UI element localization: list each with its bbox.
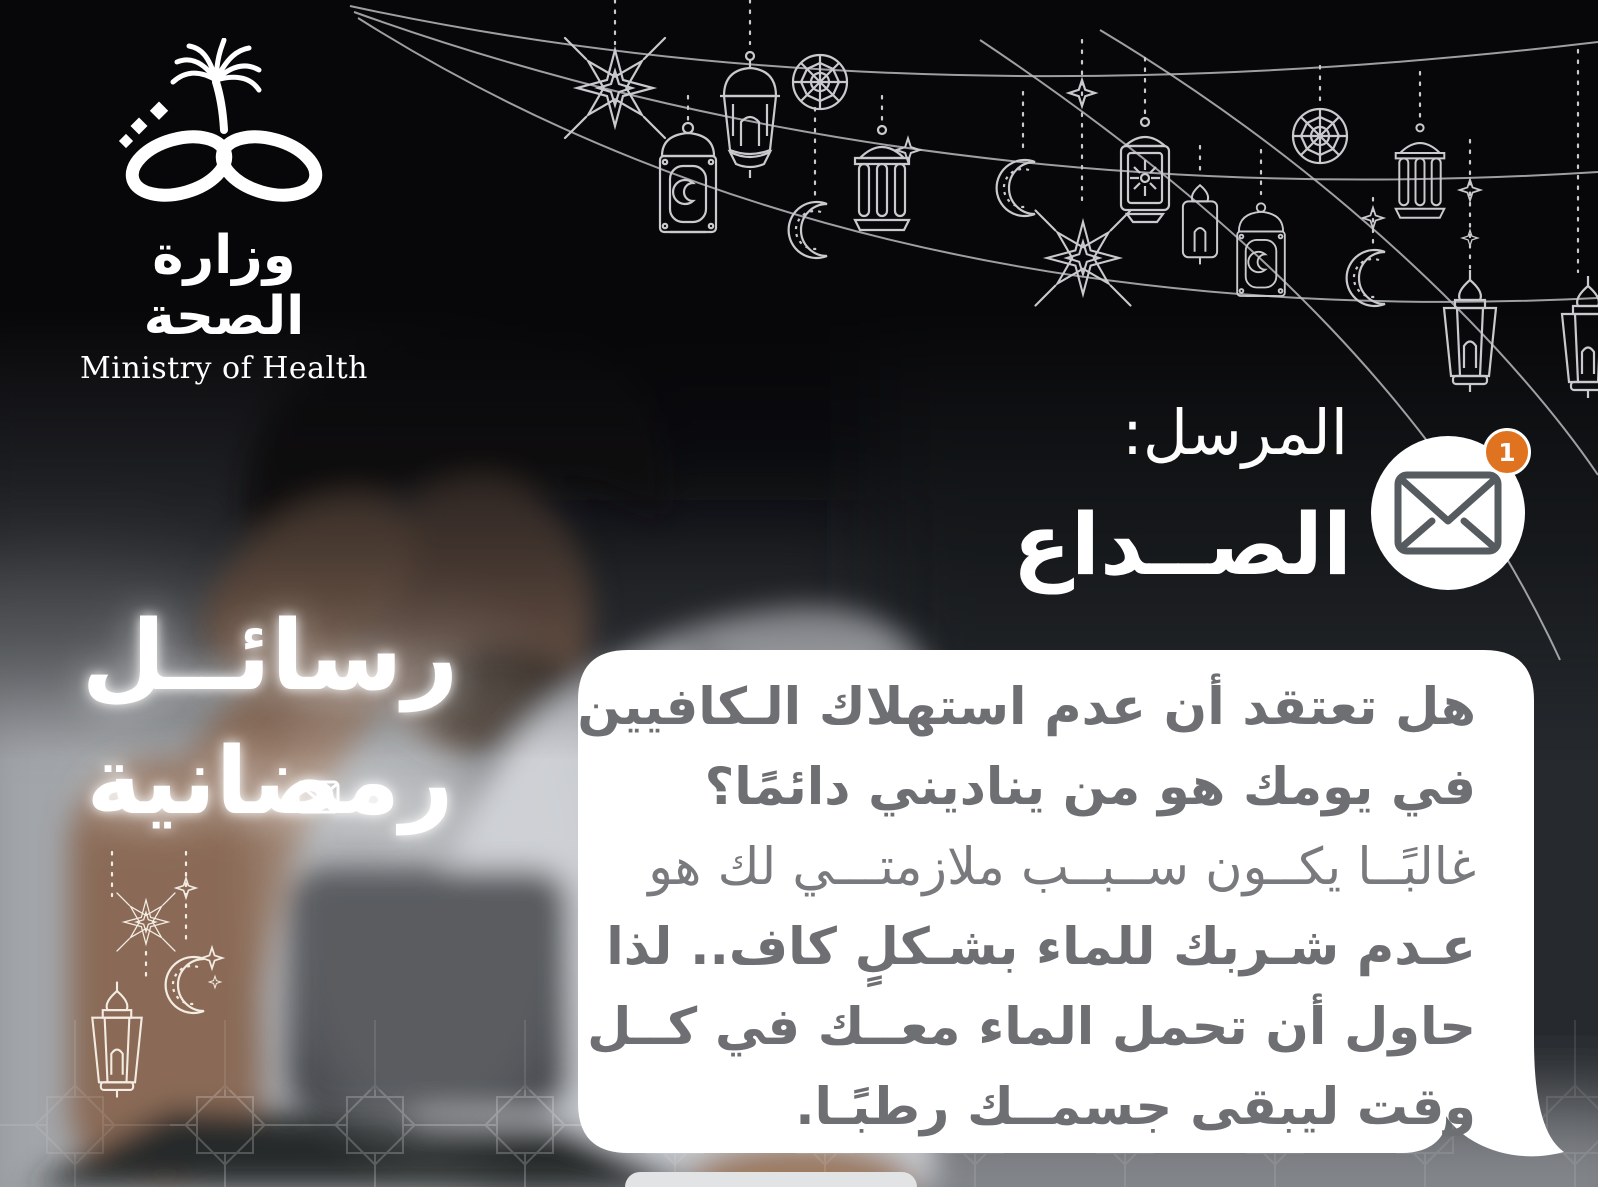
message-line: حاول أن تحمل الماء معــك في كــل [587,998,1476,1057]
sender-name: الصــداع [1012,496,1352,595]
campaign-title-line2: رمضانية [86,727,454,835]
ministry-name-arabic: وزارة الصحة [143,225,305,347]
message-line: هل تعتقد أن عدم استهلاك الـكافيين [577,678,1476,737]
sender-label: المرسل: [1122,396,1348,469]
ministry-name-english: Ministry of Health [80,351,368,386]
message-text [577,668,1476,1148]
campaign-title-line1: رسائــل [81,599,459,712]
message-line: في يومك هو من يناديني دائمًا؟ [704,758,1476,817]
unread-count: 1 [1498,437,1516,467]
message-line: عـدم شـربك للماء بشـكلٍ كاف.. لذا [606,918,1476,977]
message-line: وقت ليبقى جسمــك رطبًـا. [795,1078,1476,1137]
message-line: غالبًــا يكــون ســبــب ملازمتـــي لك هو [648,838,1476,897]
next-message-bubble [625,1172,917,1187]
